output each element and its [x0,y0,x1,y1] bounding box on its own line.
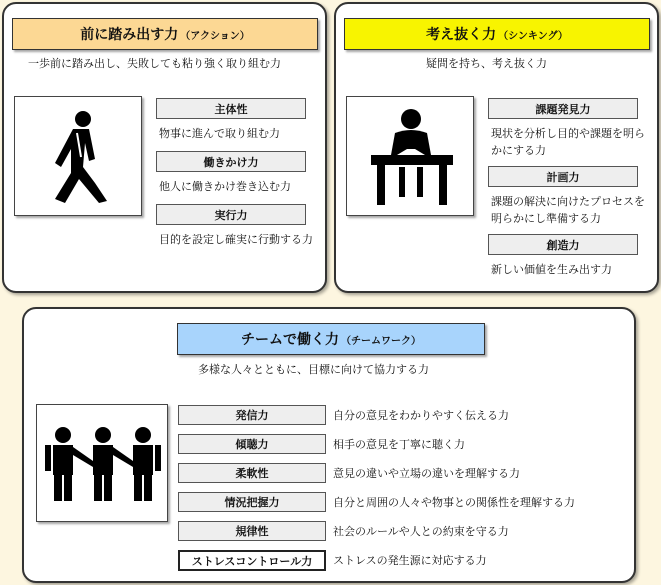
teamwork-item-label-4: 規律性 [178,521,326,541]
action-panel [2,2,327,293]
thinking-title: 考え抜く力 [426,27,497,43]
teamwork-panel [22,307,636,583]
action-title: 前に踏み出す力 [80,27,179,43]
action-item-desc-1: 他人に働きかけ巻き込む力 [159,180,291,193]
action-title-sub: （アクション） [180,30,250,42]
thinking-item-desc-1: 課題の解決に向けたプロセスを明らかにし準備する力 [491,195,645,225]
teamwork-title-sub: （チームワーク） [341,335,421,347]
teamwork-item-label-0: 発信力 [178,405,326,425]
teamwork-item-desc-5: ストレスの発生源に対応する力 [333,554,487,567]
teamwork-item-desc-4: 社会のルールや人との約束を守る力 [333,525,509,538]
thinking-panel [334,2,659,293]
teamwork-item-label-2: 柔軟性 [178,463,326,483]
thinking-item-desc-0: 現状を分析し目的や課題を明らかにする力 [491,127,645,157]
action-title-box [12,18,318,50]
teamwork-item-desc-1: 相手の意見を丁寧に聴く力 [333,438,465,451]
person-at-desk-icon [347,97,475,217]
action-description: 一歩前に踏み出し、失敗しても粘り強く取り組む力 [28,57,281,70]
thinking-title-box [344,18,650,50]
teamwork-title-box [177,323,485,355]
thinking-item-label-1: 計画力 [488,166,638,187]
teamwork-item-label-3: 情況把握力 [178,492,326,512]
action-icon-box [14,96,142,216]
action-item-desc-0: 物事に進んで取り組む力 [159,127,280,140]
teamwork-item-desc-0: 自分の意見をわかりやすく伝える力 [333,409,509,422]
thinking-description: 疑問を持ち、考え抜く力 [426,57,547,70]
action-item-label-2: 実行力 [156,204,306,225]
teamwork-item-desc-2: 意見の違いや立場の違いを理解する力 [333,467,520,480]
teamwork-icon-box [36,404,168,522]
walking-person-icon [15,97,143,217]
teamwork-item-label-5: ストレスコントロール力 [178,550,326,571]
thinking-item-label-0: 課題発見力 [488,98,638,119]
thinking-item-label-2: 創造力 [488,234,638,255]
teamwork-title: チームで働く力 [241,332,339,348]
action-item-desc-2: 目的を設定し確実に行動する力 [159,233,313,246]
thinking-item-desc-2: 新しい価値を生み出す力 [491,263,612,276]
thinking-title-sub: （シンキング） [498,30,568,42]
action-item-label-0: 主体性 [156,98,306,119]
teamwork-item-desc-3: 自分と周囲の人々や物事との関係性を理解する力 [333,496,575,509]
teamwork-description: 多様な人々とともに、目標に向けて協力する力 [198,363,429,376]
thinking-icon-box [346,96,474,216]
teamwork-item-label-1: 傾聴力 [178,434,326,454]
action-item-label-1: 働きかけ力 [156,151,306,172]
team-people-icon [37,405,169,523]
